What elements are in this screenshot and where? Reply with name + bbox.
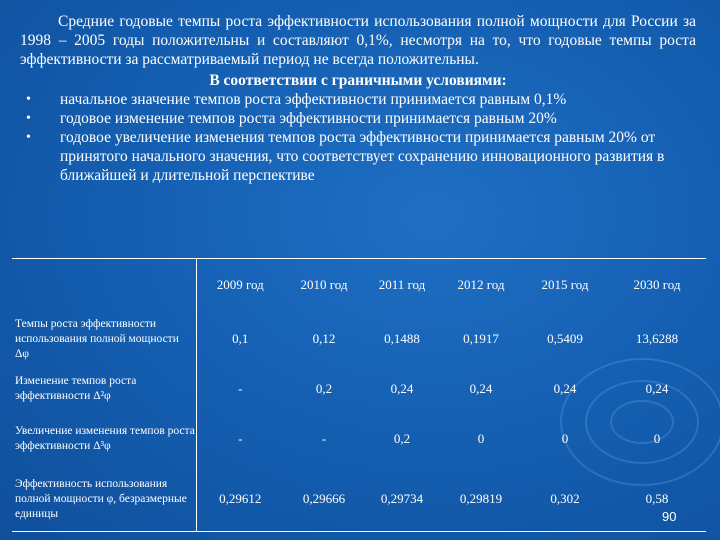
table-cell: 0,24 [645, 381, 669, 396]
table-cell: 0,29666 [302, 491, 346, 506]
bullet-list [20, 90, 696, 185]
table-cell: 0,24 [553, 381, 577, 396]
bullet-text: годовое изменение темпов роста эффективности принимается равным 20% [60, 110, 557, 127]
row-label: Увеличение изменения темпов роста эффективности Δ³φ [12, 411, 196, 467]
table-cell: 0,2 [315, 381, 333, 396]
row-label: Темпы роста эффективности использования полной мощности Δφ [12, 311, 196, 367]
table-cell: 0,29612 [219, 491, 262, 506]
table-cell: 0,5409 [547, 331, 583, 346]
table-cell: 0,58 [645, 491, 669, 506]
bullet-icon: • [26, 111, 31, 126]
row-label: Изменение темпов роста эффективности Δ²φ [12, 367, 196, 411]
table-cell: 0,24 [390, 381, 414, 396]
bullet-icon: • [26, 92, 31, 107]
table-cell: 0 [477, 431, 485, 446]
table-cell: 0,302 [550, 491, 580, 506]
table-header-cell: 2030 год [633, 277, 681, 292]
table-header-cell: 2010 год [300, 277, 348, 292]
table-cell: 0,24 [469, 381, 493, 396]
table-cell: - [321, 431, 327, 446]
table-cell: 0,1 [232, 331, 249, 346]
page-number: 90 [662, 509, 677, 524]
bullet-item [20, 90, 696, 109]
table-row [12, 311, 706, 367]
table-row [12, 367, 706, 411]
table-cell: 13,6288 [635, 331, 679, 346]
bullet-icon: • [26, 130, 31, 145]
bullet-text: годовое увеличение изменения темпов роста эффективности принимается равным 20% от принятого начального значения, что соответствует сохранению инновационного развития в ближайшей и длительной перспективе [60, 129, 665, 184]
table-cell: 0,29734 [380, 491, 424, 506]
subheading: В соответствии с граничными условиями: [209, 72, 507, 89]
table-header-row [12, 259, 706, 312]
intro-paragraph: Средние годовые темпы роста эффективности использования полной мощности для России за 1998 – 2005 годы положительны и составляют 0,1%, несмотря на то, что годовые темпы роста эффективности за рассматриваемый период не всегда положительны. [20, 13, 696, 68]
table-cell: 0,2 [393, 431, 411, 446]
table-cell: 0,1488 [384, 331, 420, 346]
slide-text [20, 12, 696, 185]
bullet-text: начальное значение темпов роста эффективности принимается равным 0,1% [60, 91, 567, 108]
table-row [12, 467, 706, 532]
row-label: Эффективность использования полной мощности φ, безразмерные единицы [12, 467, 196, 532]
table-header-cell: 2012 год [457, 277, 505, 292]
table-cell: 0 [561, 431, 569, 446]
table-header-cell: 2009 год [216, 277, 264, 292]
table-cell: 0,29819 [459, 491, 503, 506]
table-header-cell [12, 259, 196, 312]
bullet-item [20, 128, 696, 185]
table-header-cell: 2011 год [378, 277, 426, 292]
table-cell: 0,1917 [463, 331, 499, 346]
table-cell: 0,12 [312, 331, 336, 346]
table-row [12, 411, 706, 467]
table-header-cell: 2015 год [541, 277, 589, 292]
table-cell: - [238, 381, 243, 396]
table-cell: - [238, 431, 243, 446]
bullet-item [20, 109, 696, 128]
efficiency-table [12, 258, 706, 532]
table-cell: 0 [653, 431, 661, 446]
